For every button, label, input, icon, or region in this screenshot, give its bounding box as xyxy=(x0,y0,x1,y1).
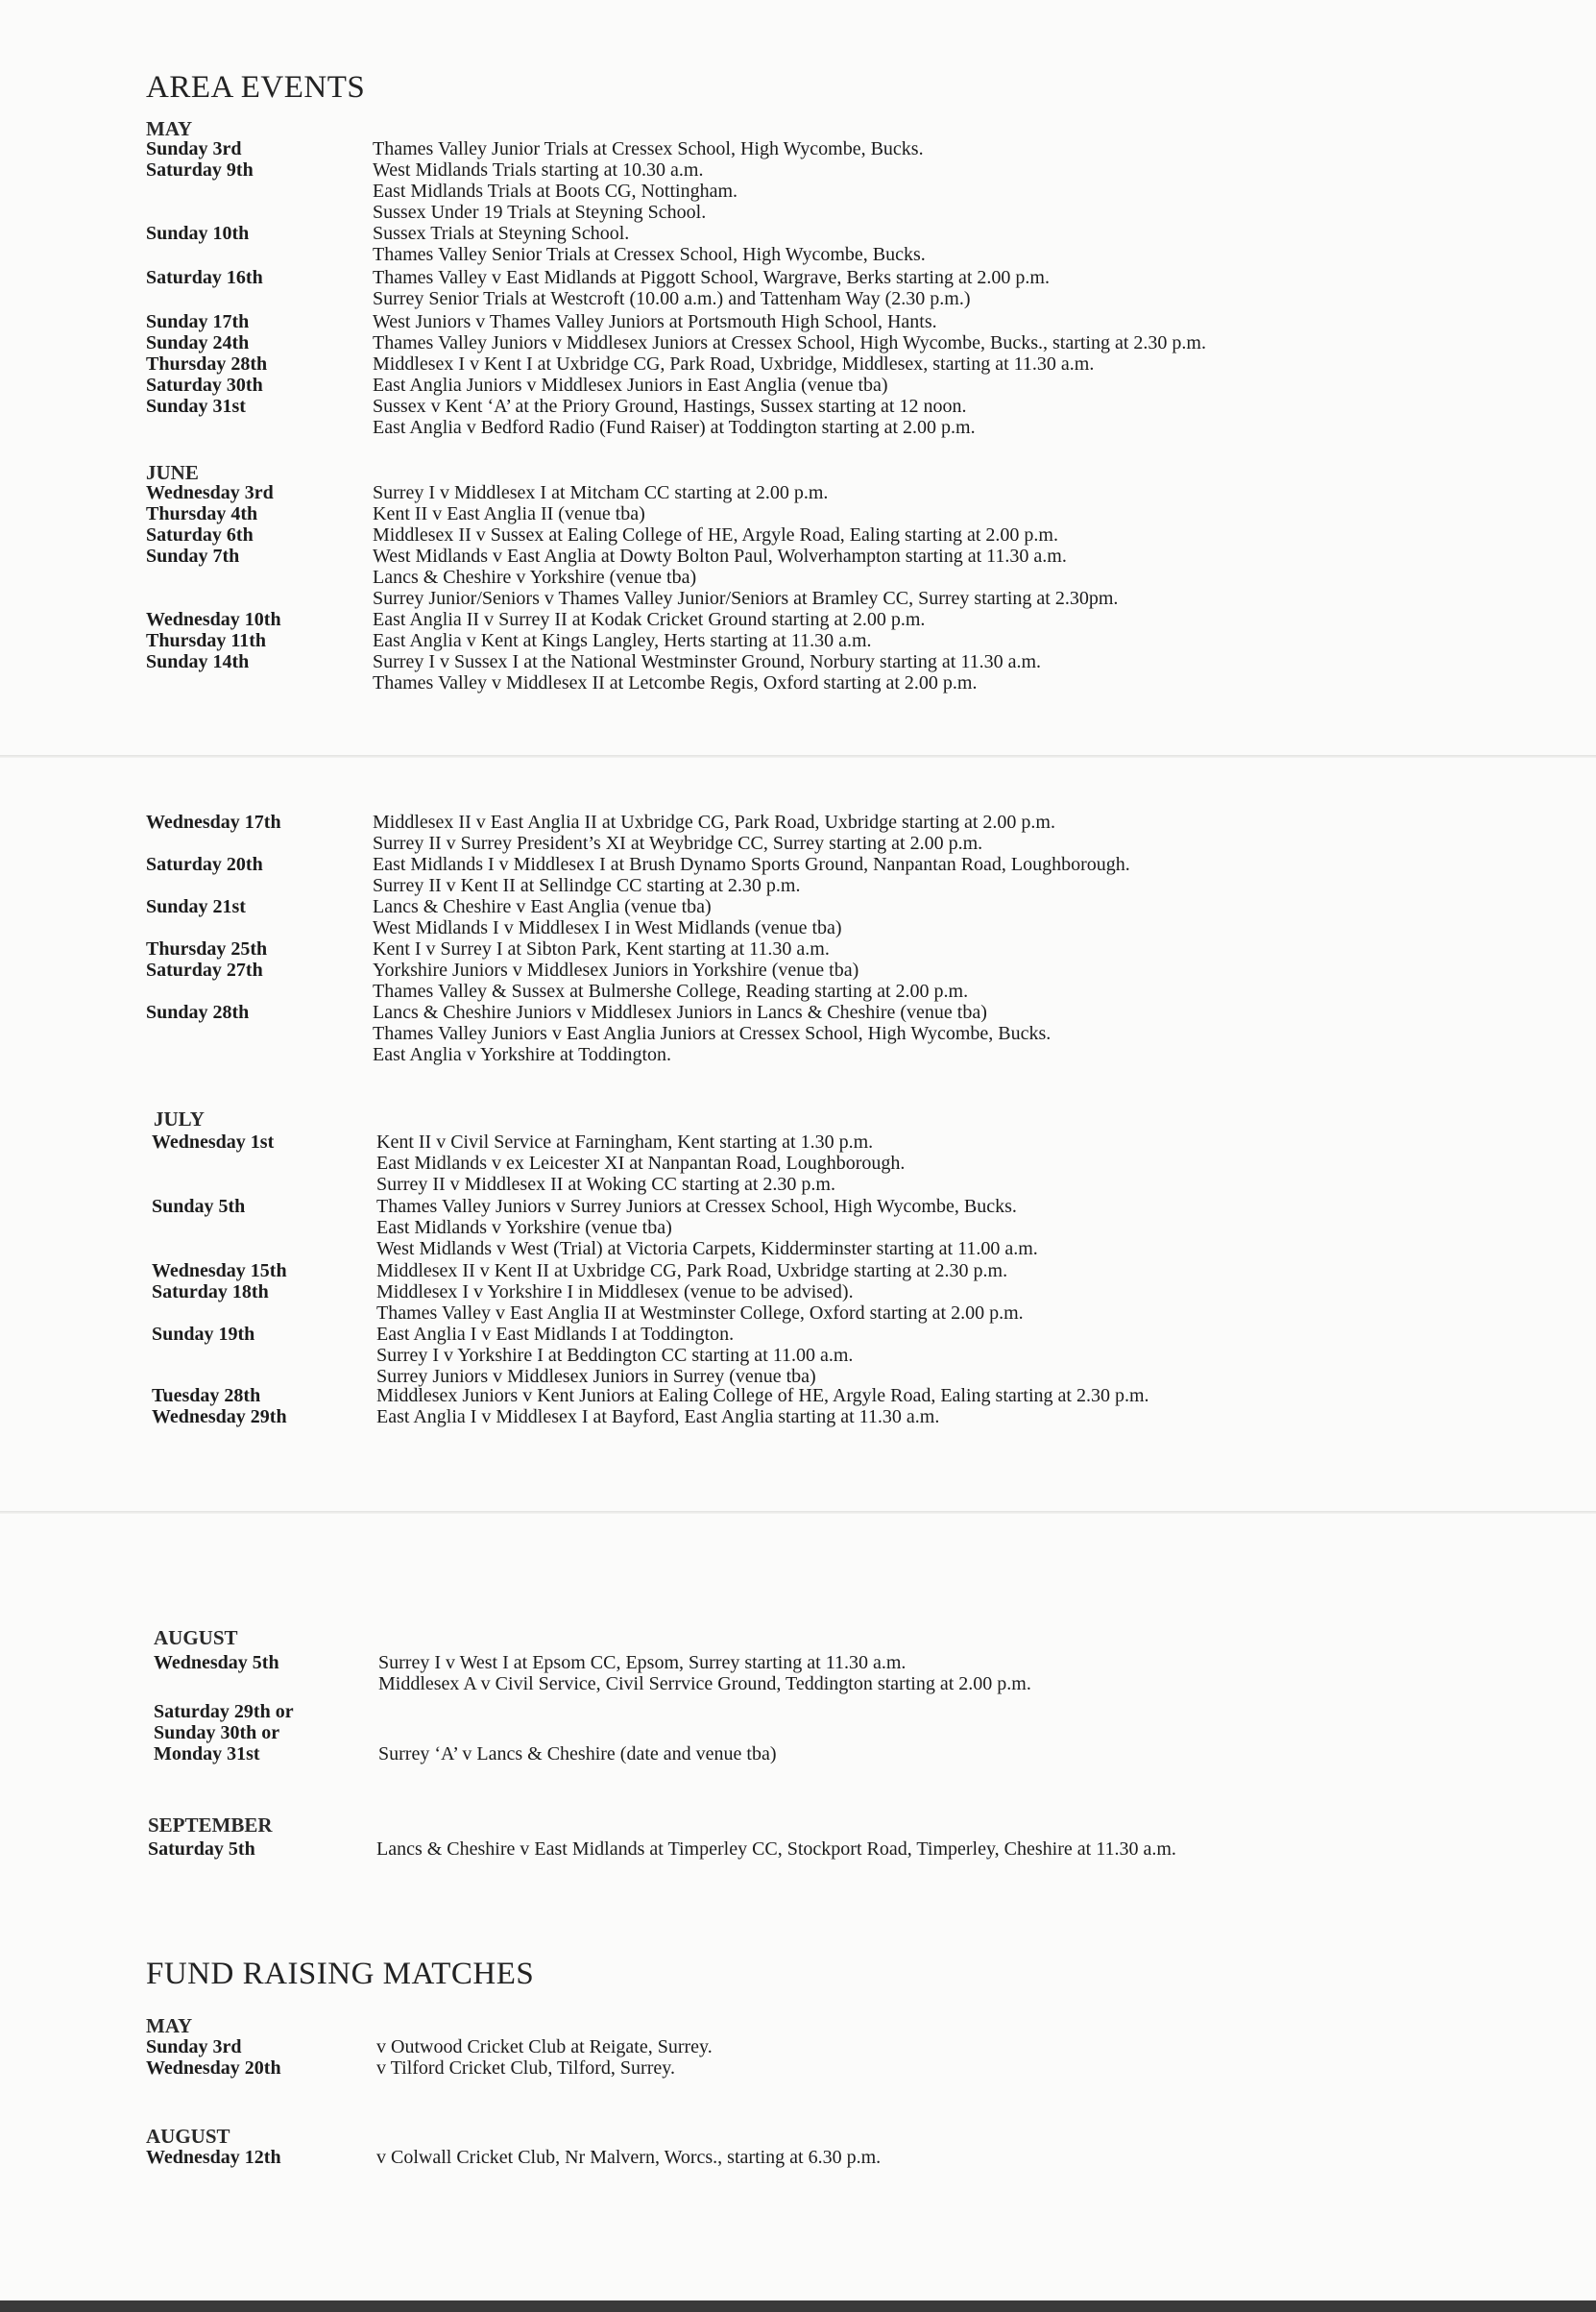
event-description: Surrey II v Surrey President’s XI at Weybridge CC, Surrey starting at 2.00 p.m. xyxy=(373,833,983,854)
event-date: Sunday 17th xyxy=(146,311,250,332)
event-description: East Anglia v Kent at Kings Langley, Herts starting at 11.30 a.m. xyxy=(373,630,872,651)
event-description: West Midlands v East Anglia at Dowty Bolton Paul, Wolverhampton starting at 11.30 a.m. xyxy=(373,546,1067,567)
event-descriptions xyxy=(373,938,830,960)
event-description: East Anglia v Yorkshire at Toddington. xyxy=(373,1044,672,1065)
event-description: West Juniors v Thames Valley Juniors at Portsmouth High School, Hants. xyxy=(373,311,937,332)
event-date: Thursday 28th xyxy=(146,353,268,375)
event-date: Sunday 10th xyxy=(146,223,250,244)
event-date: Sunday 19th xyxy=(152,1324,255,1345)
event-date: Wednesday 17th xyxy=(146,812,281,833)
event-date: Saturday 6th xyxy=(146,524,254,546)
event-description: Middlesex II v Sussex at Ealing College of HE, Argyle Road, Ealing starting at 2.00 p.m. xyxy=(373,524,1058,546)
event-descriptions xyxy=(373,396,976,438)
event-descriptions xyxy=(376,2147,881,2168)
event-descriptions xyxy=(373,960,968,1002)
event-date: Wednesday 1st xyxy=(152,1132,275,1153)
event-date: Wednesday 5th xyxy=(154,1652,279,1673)
event-description: Sussex v Kent ‘A’ at the Priory Ground, Hastings, Sussex starting at 12 noon. xyxy=(373,396,967,417)
event-description: Middlesex II v Kent II at Uxbridge CG, Park Road, Uxbridge starting at 2.30 p.m. xyxy=(376,1260,1008,1281)
event-date: Saturday 9th xyxy=(146,159,254,181)
event-descriptions xyxy=(373,812,1055,854)
event-description: East Anglia I v East Midlands I at Toddington. xyxy=(376,1324,735,1345)
event-description: East Anglia II v Surrey II at Kodak Cricket Ground starting at 2.00 p.m. xyxy=(373,609,926,630)
event-date: Wednesday 20th xyxy=(146,2057,281,2079)
event-date: Saturday 16th xyxy=(146,267,263,288)
event-descriptions xyxy=(373,311,937,332)
event-description: Surrey Senior Trials at Westcroft (10.00 a.m.) and Tattenham Way (2.30 p.m.) xyxy=(373,288,971,309)
event-description: Thames Valley Juniors v East Anglia Juniors at Cressex School, High Wycombe, Bucks. xyxy=(373,1023,1052,1044)
area-month-heading: AUGUST xyxy=(154,1626,238,1649)
event-description: Thames Valley & Sussex at Bulmershe College, Reading starting at 2.00 p.m. xyxy=(373,981,969,1002)
event-date: Saturday 18th xyxy=(152,1281,269,1302)
event-description: Middlesex A v Civil Service, Civil Serrvice Ground, Teddington starting at 2.00 p.m. xyxy=(378,1673,1031,1694)
event-descriptions xyxy=(373,267,1050,309)
event-description: Thames Valley Juniors v Surrey Juniors at Cressex School, High Wycombe, Bucks. xyxy=(376,1196,1017,1217)
fund-month-heading: MAY xyxy=(146,2014,193,2037)
area-events-heading: AREA EVENTS xyxy=(146,70,366,105)
area-month-heading: SEPTEMBER xyxy=(148,1813,273,1837)
event-descriptions xyxy=(373,159,738,223)
event-descriptions xyxy=(373,223,926,265)
event-description: Middlesex II v East Anglia II at Uxbridge CG, Park Road, Uxbridge starting at 2.00 p.m. xyxy=(373,812,1055,833)
event-description: Surrey I v West I at Epsom CC, Epsom, Surrey starting at 11.30 a.m. xyxy=(378,1652,907,1673)
event-date: Saturday 5th xyxy=(148,1838,255,1860)
event-date: Sunday 24th xyxy=(146,332,250,353)
event-descriptions xyxy=(378,1652,1031,1694)
event-description: Sussex Trials at Steyning School. xyxy=(373,223,630,244)
event-descriptions xyxy=(373,854,1130,896)
event-descriptions xyxy=(376,1385,1149,1406)
event-descriptions xyxy=(376,1838,1176,1860)
event-description: East Midlands v Yorkshire (venue tba) xyxy=(376,1217,672,1238)
event-description: Middlesex Juniors v Kent Juniors at Ealing College of HE, Argyle Road, Ealing starting at 2.30 p.m. xyxy=(376,1385,1149,1406)
event-date: Sunday 14th xyxy=(146,651,250,672)
event-date: Wednesday 3rd xyxy=(146,482,274,503)
event-descriptions xyxy=(373,375,888,396)
event-description: Lancs & Cheshire v Yorkshire (venue tba) xyxy=(373,567,697,588)
event-description: East Midlands v ex Leicester XI at Nanpantan Road, Loughborough. xyxy=(376,1153,906,1174)
event-description: Surrey I v Yorkshire I at Beddington CC starting at 11.00 a.m. xyxy=(376,1345,854,1366)
area-month-heading: JUNE xyxy=(146,461,199,484)
page-fold-2 xyxy=(0,1511,1596,1514)
event-description: Thames Valley Juniors v Middlesex Juniors at Cressex School, High Wycombe, Bucks., starting at 2.30 p.m. xyxy=(373,332,1206,353)
event-date: Wednesday 12th xyxy=(146,2147,281,2168)
event-date: Thursday 11th xyxy=(146,630,267,651)
area-month-heading: JULY xyxy=(154,1107,205,1131)
event-description: Kent II v East Anglia II (venue tba) xyxy=(373,503,645,524)
event-description: Thames Valley Senior Trials at Cressex School, High Wycombe, Bucks. xyxy=(373,244,926,265)
event-description: East Midlands Trials at Boots CG, Nottingham. xyxy=(373,181,738,202)
event-description: Surrey Junior/Seniors v Thames Valley Junior/Seniors at Bramley CC, Surrey starting at 2.30pm. xyxy=(373,588,1119,609)
event-descriptions xyxy=(373,353,1094,375)
event-descriptions xyxy=(376,1260,1007,1281)
event-description: v Colwall Cricket Club, Nr Malvern, Worcs., starting at 6.30 p.m. xyxy=(376,2147,882,2168)
event-description: Lancs & Cheshire v East Anglia (venue tba) xyxy=(373,896,712,917)
event-description: West Midlands Trials starting at 10.30 a.m. xyxy=(373,159,704,181)
event-description: Sussex Under 19 Trials at Steyning School. xyxy=(373,202,707,223)
event-descriptions xyxy=(373,630,872,651)
event-description: East Anglia I v Middlesex I at Bayford, East Anglia starting at 11.30 a.m. xyxy=(376,1406,940,1427)
event-date: Saturday 29th or Sunday 30th or Monday 31st xyxy=(154,1701,294,1764)
event-description: East Midlands I v Middlesex I at Brush Dynamo Sports Ground, Nanpantan Road, Loughborough. xyxy=(373,854,1130,875)
event-description: Surrey I v Middlesex I at Mitcham CC starting at 2.00 p.m. xyxy=(373,482,829,503)
event-description: Thames Valley Junior Trials at Cressex School, High Wycombe, Bucks. xyxy=(373,138,924,159)
fund-raising-heading: FUND RAISING MATCHES xyxy=(146,1957,535,1991)
event-date: Sunday 5th xyxy=(152,1196,246,1217)
event-description: Surrey ‘A’ v Lancs & Cheshire (date and venue tba) xyxy=(378,1743,777,1764)
event-descriptions xyxy=(376,1132,905,1195)
event-date: Tuesday 28th xyxy=(152,1385,261,1406)
event-description: Yorkshire Juniors v Middlesex Juniors in Yorkshire (venue tba) xyxy=(373,960,859,981)
event-description: Thames Valley v Middlesex II at Letcombe Regis, Oxford starting at 2.00 p.m. xyxy=(373,672,978,694)
event-description: East Anglia v Bedford Radio (Fund Raiser) at Toddington starting at 2.00 p.m. xyxy=(373,417,976,438)
event-description: v Outwood Cricket Club at Reigate, Surrey. xyxy=(376,2036,713,2057)
event-descriptions xyxy=(373,332,1206,353)
event-description: Middlesex I v Yorkshire I in Middlesex (venue to be advised). xyxy=(376,1281,854,1302)
event-descriptions xyxy=(373,1002,1051,1065)
event-date: Saturday 20th xyxy=(146,854,263,875)
event-description: Middlesex I v Kent I at Uxbridge CG, Park Road, Uxbridge, Middlesex, starting at 11.30 a.m. xyxy=(373,353,1095,375)
event-description: v Tilford Cricket Club, Tilford, Surrey. xyxy=(376,2057,675,2079)
event-description: West Midlands I v Middlesex I in West Midlands (venue tba) xyxy=(373,917,842,938)
event-date: Sunday 3rd xyxy=(146,138,242,159)
event-date: Sunday 21st xyxy=(146,896,246,917)
event-description: Kent I v Surrey I at Sibton Park, Kent starting at 11.30 a.m. xyxy=(373,938,830,960)
event-descriptions xyxy=(376,2057,675,2079)
event-date: Sunday 7th xyxy=(146,546,240,567)
event-description: Surrey I v Sussex I at the National Westminster Ground, Norbury starting at 11.30 a.m. xyxy=(373,651,1042,672)
event-description: Lancs & Cheshire Juniors v Middlesex Juniors in Lancs & Cheshire (venue tba) xyxy=(373,1002,987,1023)
event-descriptions xyxy=(373,651,1041,694)
event-description: Surrey Juniors v Middlesex Juniors in Surrey (venue tba) xyxy=(376,1366,816,1387)
event-date: Thursday 25th xyxy=(146,938,268,960)
event-description: Thames Valley v East Midlands at Piggott School, Wargrave, Berks starting at 2.00 p.m. xyxy=(373,267,1050,288)
event-descriptions xyxy=(376,1196,1038,1259)
event-descriptions xyxy=(373,609,925,630)
event-descriptions xyxy=(373,138,924,159)
page-fold-1 xyxy=(0,755,1596,758)
event-descriptions xyxy=(376,1406,939,1427)
event-descriptions xyxy=(373,546,1118,609)
event-description: Surrey II v Kent II at Sellindge CC starting at 2.30 p.m. xyxy=(373,875,801,896)
event-description: Lancs & Cheshire v East Midlands at Timperley CC, Stockport Road, Timperley, Cheshire at 11.30 a.m. xyxy=(376,1838,1176,1860)
event-descriptions xyxy=(373,896,842,938)
event-date: Saturday 27th xyxy=(146,960,263,981)
event-date: Sunday 28th xyxy=(146,1002,250,1023)
event-date: Sunday 3rd xyxy=(146,2036,242,2057)
scan-edge xyxy=(0,2300,1596,2312)
event-descriptions xyxy=(376,1324,853,1387)
event-description: East Anglia Juniors v Middlesex Juniors in East Anglia (venue tba) xyxy=(373,375,888,396)
event-description: Kent II v Civil Service at Farningham, Kent starting at 1.30 p.m. xyxy=(376,1132,874,1153)
event-description: West Midlands v West (Trial) at Victoria Carpets, Kidderminster starting at 11.00 a.m. xyxy=(376,1238,1038,1259)
event-descriptions xyxy=(376,2036,713,2057)
event-date: Wednesday 29th xyxy=(152,1406,287,1427)
area-month-heading: MAY xyxy=(146,117,193,140)
event-date: Thursday 4th xyxy=(146,503,258,524)
event-descriptions xyxy=(373,524,1058,546)
fund-month-heading: AUGUST xyxy=(146,2125,230,2148)
event-date: Sunday 31st xyxy=(146,396,246,417)
event-descriptions xyxy=(373,482,828,503)
event-descriptions xyxy=(376,1281,1024,1324)
event-descriptions xyxy=(373,503,645,524)
event-description: Thames Valley v East Anglia II at Westminster College, Oxford starting at 2.00 p.m. xyxy=(376,1302,1024,1324)
event-description: Surrey II v Middlesex II at Woking CC starting at 2.30 p.m. xyxy=(376,1174,835,1195)
event-descriptions xyxy=(378,1743,776,1764)
event-date: Wednesday 15th xyxy=(152,1260,287,1281)
event-date: Wednesday 10th xyxy=(146,609,281,630)
event-date: Saturday 30th xyxy=(146,375,263,396)
